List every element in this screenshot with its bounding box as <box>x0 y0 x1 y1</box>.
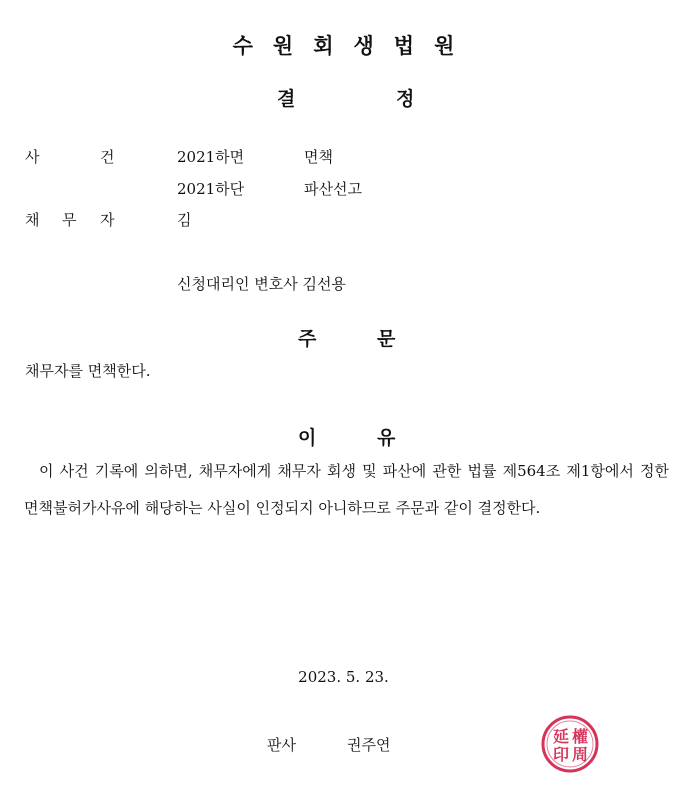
judge-title: 판사 <box>267 736 296 754</box>
court-name-char: 원 <box>272 34 294 58</box>
ruling-text: 채무자를 면책한다. <box>25 362 151 380</box>
debtor-label-char: 채 <box>25 211 40 229</box>
debtor-name: 김 <box>177 211 192 229</box>
reason-header-right: 유 <box>377 427 396 449</box>
doc-title-left: 결 <box>277 88 296 110</box>
seal-char: 周 <box>571 745 589 764</box>
seal-char: 延 <box>552 727 570 746</box>
ruling-header-right: 문 <box>377 328 396 350</box>
court-name-char: 수 <box>232 34 253 58</box>
case-label-char: 사 <box>25 148 40 166</box>
court-name-char: 법 <box>393 34 415 58</box>
decision-date: 2023. 5. 23. <box>298 668 389 686</box>
court-name-char: 생 <box>353 34 374 58</box>
court-name-char: 원 <box>434 34 455 58</box>
judge-seal-stamp <box>540 714 600 774</box>
judge-name: 권주연 <box>347 736 391 754</box>
debtor-label-char: 무 <box>62 211 77 229</box>
seal-char: 權 <box>571 727 589 746</box>
doc-title-right: 정 <box>396 88 415 110</box>
court-name-char: 회 <box>313 34 334 58</box>
reason-paragraph <box>24 453 669 527</box>
case-number: 2021하면 <box>177 148 245 166</box>
case-label-char: 건 <box>100 148 115 166</box>
court-name <box>0 30 687 60</box>
debtor-label-char: 자 <box>100 211 115 229</box>
reason-text: 이 사건 기록에 의하면, 채무자에게 채무자 회생 및 파산에 관한 법률 제564조 제1항에서 정한 면책불허가사유에 해당하는 사실이 인정되지 아니하므로 주문과 같이 결정한다. <box>24 462 669 517</box>
case-type: 면책 <box>304 148 333 166</box>
reason-header-left: 이 <box>298 427 317 449</box>
seal-char: 印 <box>552 745 570 764</box>
seal-icon <box>540 714 600 774</box>
case-number: 2021하단 <box>177 180 245 198</box>
representative: 신청대리인 변호사 김선용 <box>177 275 346 293</box>
ruling-header-left: 주 <box>298 328 317 350</box>
case-type: 파산선고 <box>304 180 362 198</box>
